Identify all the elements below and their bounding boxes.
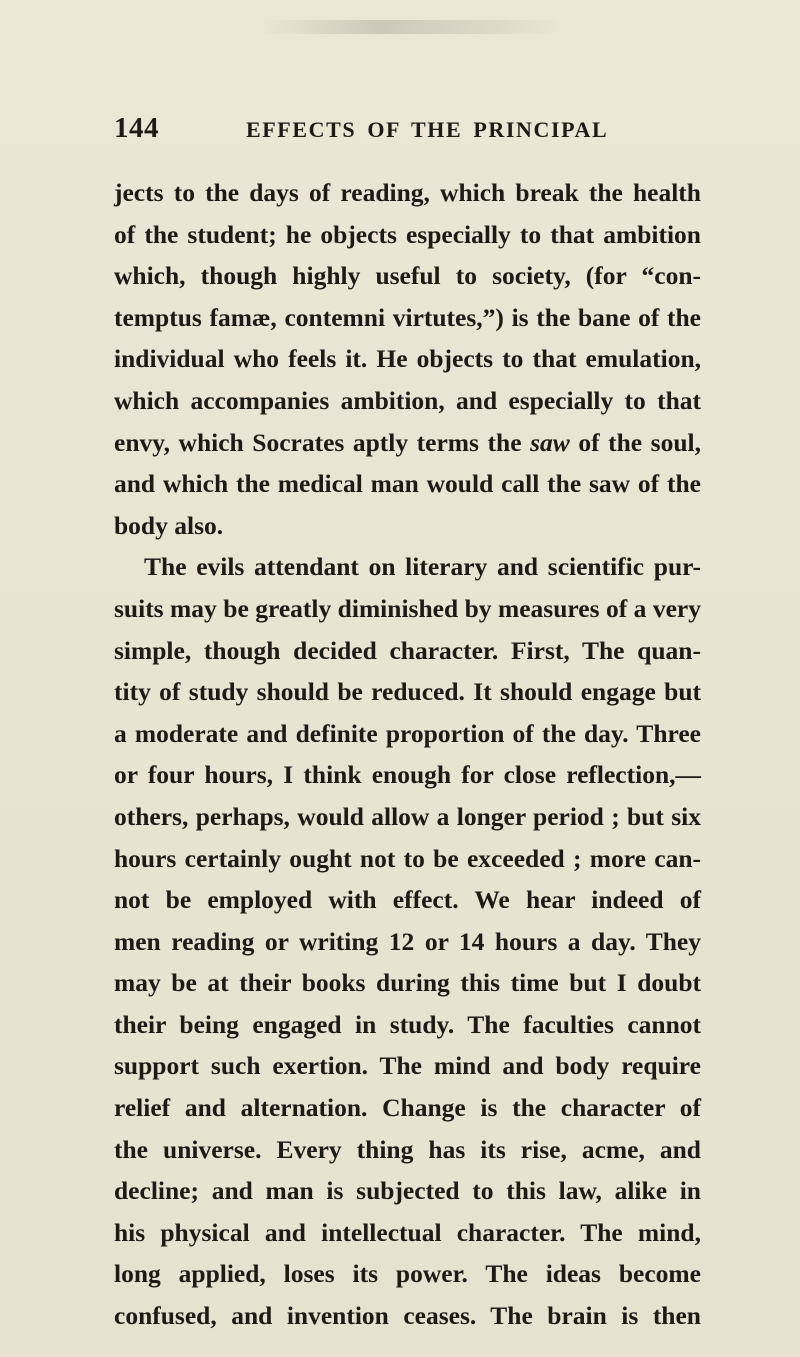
text-line: which, though highly useful to society, (for “con- (114, 261, 701, 291)
text-line: his physical and intellectual character. The mind, (114, 1217, 701, 1247)
body-text (114, 172, 701, 1337)
scan-smudge (260, 20, 560, 34)
text-line: temptus famæ, contemni virtutes,”) is the bane of the (114, 302, 701, 332)
text-line: suits may be greatly diminished by measures of a very (114, 593, 701, 623)
text-line: decline; and man is subjected to this law, alike in (114, 1176, 701, 1206)
italic-word: saw (530, 427, 570, 457)
text-line: may be at their books during this time but I doubt (114, 968, 701, 998)
paragraph-start-line: The evils attendant on literary and scientific pur- (144, 552, 701, 582)
text-line: simple, though decided character. First, The quan- (114, 635, 701, 665)
text-line: a moderate and definite proportion of the day. Three (114, 718, 701, 748)
text-line: support such exertion. The mind and body require (114, 1051, 701, 1081)
paragraph-end-line: body also. (114, 510, 224, 540)
text-line: or four hours, I think enough for close reflection,— (114, 760, 701, 790)
text-line: jects to the days of reading, which break the health (114, 178, 701, 207)
text-line: tity of study should be reduced. It should engage but (114, 677, 701, 707)
text-line: their being engaged in study. The faculties cannot (114, 1009, 701, 1039)
text-line: relief and alternation. Change is the character of (114, 1093, 701, 1123)
text-line: the universe. Every thing has its rise, acme, and (114, 1134, 701, 1164)
text-line: and which the medical man would call the saw of the (114, 469, 701, 499)
text-line: which accompanies ambition, and especially to that (114, 385, 701, 415)
text-span: of the soul, (569, 427, 701, 457)
text-line: not be employed with effect. We hear indeed of (114, 885, 701, 915)
running-head: EFFECTS OF THE PRINCIPAL (246, 117, 609, 142)
text-line: hours certainly ought not to be exceeded ; more can- (114, 843, 701, 873)
text-line: men reading or writing 12 or 14 hours a day. They (114, 926, 701, 956)
text-span: envy, which Socrates aptly terms the (114, 427, 531, 457)
page-header (114, 112, 714, 152)
text-line: of the student; he objects especially to that ambition (114, 219, 701, 249)
text-line: individual who feels it. He objects to that emulation, (114, 344, 701, 374)
text-line: long applied, loses its power. The ideas become (114, 1259, 701, 1289)
page-number: 144 (114, 112, 159, 144)
text-line (114, 422, 701, 464)
text-line: confused, and invention ceases. The brain is then (114, 1301, 701, 1331)
text-line: others, perhaps, would allow a longer period ; but six (114, 801, 701, 831)
